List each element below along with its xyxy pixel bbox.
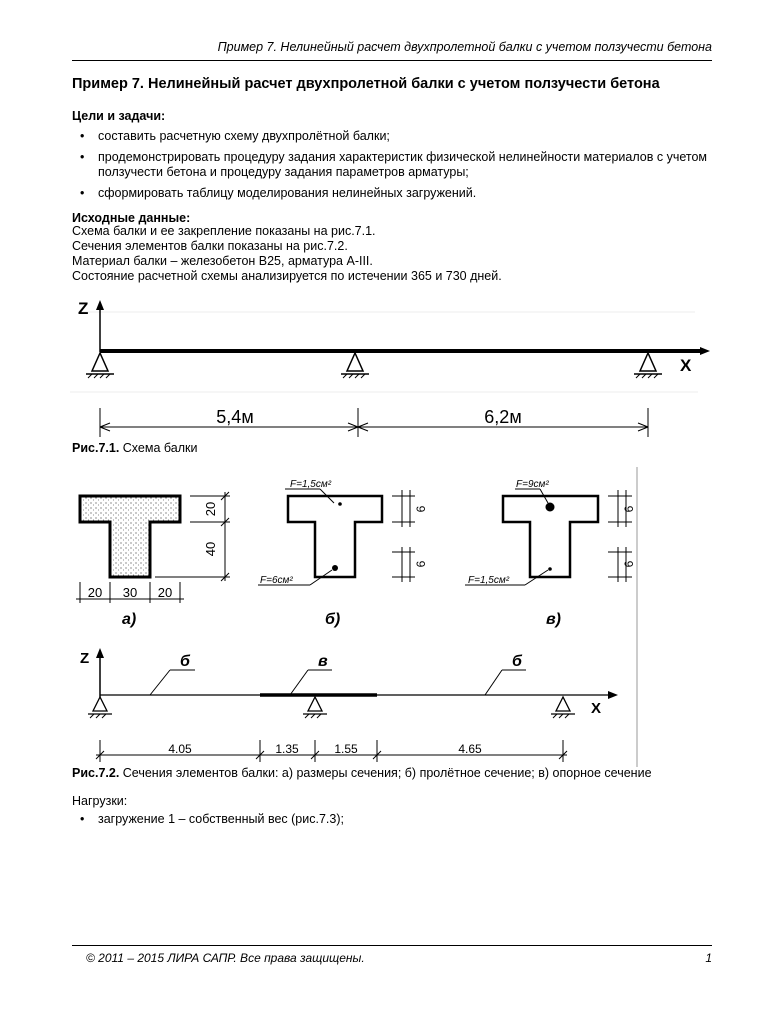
support-icon <box>88 697 112 718</box>
page-title: Пример 7. Нелинейный расчет двухпролетной балки с учетом ползучести бетона <box>72 76 660 92</box>
initial-data-heading: Исходные данные: <box>72 211 191 225</box>
goal-item: • составить расчетную схему двухпролётной балки; <box>80 129 712 144</box>
section-label: б) <box>325 611 341 628</box>
dim-label: 20 <box>203 501 218 517</box>
section-b-shape <box>288 496 382 577</box>
fig-7-1-beam-scheme <box>70 292 715 438</box>
dim-label: 20 <box>157 585 173 600</box>
z-axis-arrow-icon <box>96 300 104 310</box>
goals-heading: Цели и задачи: <box>72 109 166 123</box>
span-label: 6,2м <box>484 407 522 427</box>
dimension-line <box>100 408 648 437</box>
dim-label: 20 <box>87 585 103 600</box>
dim-label: 40 <box>203 541 218 557</box>
footer-rule <box>72 945 712 946</box>
caption-label: Рис.7.2. <box>72 766 120 780</box>
rebar-bottom <box>332 565 338 571</box>
z-axis-arrow-icon <box>96 648 104 658</box>
dim-label: 6 <box>622 505 636 513</box>
support-icon <box>551 697 575 718</box>
header-rule <box>72 60 712 61</box>
x-axis-arrow-icon <box>608 691 618 699</box>
section-label: а) <box>122 611 137 628</box>
support-icon <box>86 353 114 378</box>
span-label: 1.35 <box>275 742 299 756</box>
dim-label: 6 <box>414 505 428 513</box>
rebar-area-label: F=1,5см² <box>290 479 332 490</box>
footer <box>86 951 712 965</box>
leader-line <box>150 670 526 695</box>
initial-line: Материал балки – железобетон B25, арматура А-III. <box>72 254 373 268</box>
axis-z-label: Z <box>80 650 90 667</box>
support-icon <box>341 353 369 378</box>
span-label: 4.65 <box>458 742 482 756</box>
support-icon <box>634 353 662 378</box>
span-label: 5,4м <box>216 407 254 427</box>
rebar-area-label: F=1,5см² <box>468 575 510 586</box>
dim-label: 6 <box>622 560 636 568</box>
axis-z-label: Z <box>78 299 89 318</box>
dimension-line <box>392 490 415 582</box>
page-number: 1 <box>705 951 712 965</box>
loads-heading: Нагрузки: <box>72 794 128 808</box>
goal-item: • продемонстрировать процедуру задания характеристик физической нелинейности материалов с учетом ползучести бетона и процедуру задания параметров арматуры; <box>80 150 712 180</box>
running-header: Пример 7. Нелинейный расчет двухпролетной балки с учетом ползучести бетона <box>217 40 712 54</box>
goals-list <box>80 129 712 207</box>
initial-line: Сечения элементов балки показаны на рис.7.2. <box>72 239 348 253</box>
caption-label: Рис.7.1. <box>72 441 120 455</box>
fig-7-2-caption <box>72 766 712 781</box>
fig-7-1-caption <box>72 441 197 456</box>
dimension-line <box>96 740 567 762</box>
axis-x-label: X <box>680 356 692 375</box>
dim-label: 6 <box>414 560 428 568</box>
section-label: в) <box>546 611 561 628</box>
beam-section-label: б <box>512 653 522 670</box>
caption-text: Сечения элементов балки: а) размеры сечения; б) пролётное сечение; в) опорное сечение <box>119 766 652 780</box>
loads-list <box>80 812 712 833</box>
rebar-top <box>546 503 555 512</box>
span-label: 1.55 <box>334 742 358 756</box>
rebar-area-label: F=9см² <box>516 479 549 490</box>
rebar-top <box>338 502 342 506</box>
fig-7-2-sections <box>70 467 645 767</box>
section-a-shape <box>80 496 180 577</box>
load-item: • загружение 1 – собственный вес (рис.7.3); <box>80 812 712 827</box>
rebar-area-label: F=6см² <box>260 575 293 586</box>
x-axis-arrow-icon <box>700 347 710 355</box>
copyright: © 2011 – 2015 ЛИРА САПР. Все права защищены. <box>86 951 365 965</box>
initial-line: Схема балки и ее закрепление показаны на рис.7.1. <box>72 224 376 238</box>
goal-item: • сформировать таблицу моделирования нелинейных загружений. <box>80 186 712 201</box>
rebar-bottom <box>548 567 552 571</box>
initial-line: Состояние расчетной схемы анализируется по истечении 365 и 730 дней. <box>72 269 502 283</box>
initial-data-text <box>72 224 712 284</box>
beam-section-label: в <box>318 653 328 670</box>
support-icon <box>303 697 327 718</box>
caption-text: Схема балки <box>119 441 198 455</box>
axis-x-label: X <box>591 700 602 717</box>
beam-section-label: б <box>180 653 190 670</box>
dim-label: 30 <box>122 585 138 600</box>
span-label: 4.05 <box>168 742 192 756</box>
